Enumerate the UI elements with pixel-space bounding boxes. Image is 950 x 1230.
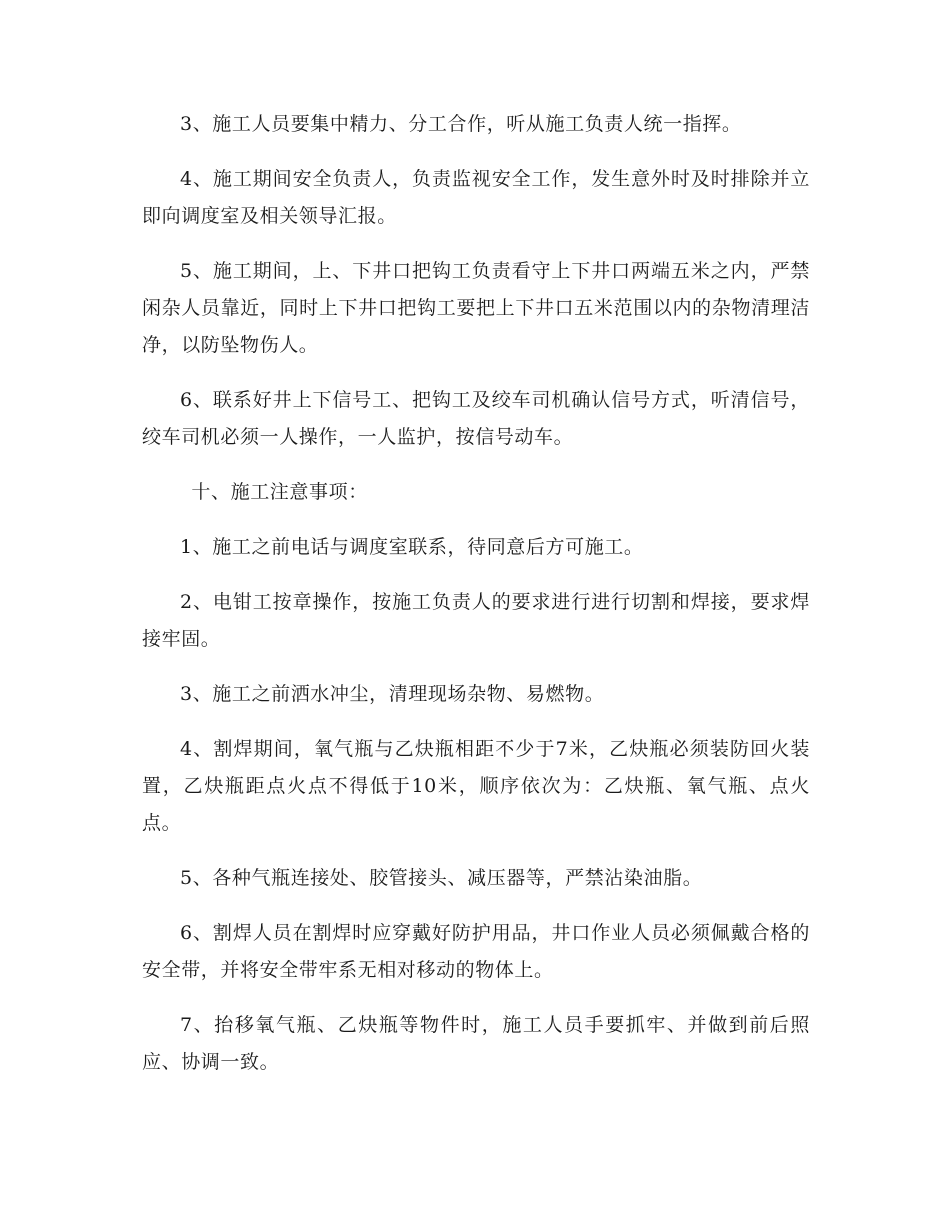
precaution-item-3: 3、施工之前洒水冲尘，清理现场杂物、易燃物。 (180, 683, 605, 705)
paragraph-item-4: 4、施工期间安全负责人，负责监视安全工作，发生意外时及时排除并立即向调度室及相关领导汇报。 (142, 168, 810, 227)
paragraph-item-5: 5、施工期间，上、下井口把钩工负责看守上下井口两端五米之内，严禁闲杂人员靠近，同时上下井口把钩工要把上下井口五米范围以内的杂物清理洁净，以防坠物伤人。 (142, 260, 810, 356)
precaution-item-1: 1、施工之前电话与调度室联系，待同意后方可施工。 (180, 536, 644, 558)
section-heading-10: 十、施工注意事项： (191, 481, 368, 503)
precaution-item-5: 5、各种气瓶连接处、胶管接头、减压器等，严禁沾染油脂。 (180, 867, 703, 889)
paragraph-item-6: 6、联系好井上下信号工、把钩工及绞车司机确认信号方式，听清信号，绞车司机必须一人操作，一人监护，按信号动车。 (142, 389, 810, 448)
precaution-item-2: 2、电钳工按章操作，按施工负责人的要求进行进行切割和焊接，要求焊接牢固。 (142, 591, 810, 650)
precaution-item-4: 4、割焊期间，氧气瓶与乙炔瓶相距不少于7米，乙炔瓶必须装防回火装置，乙炔瓶距点火点不得低于10米，顺序依次为：乙炔瓶、氧气瓶、点火点。 (142, 738, 810, 834)
precaution-item-6: 6、割焊人员在割焊时应穿戴好防护用品，井口作业人员必须佩戴合格的安全带，并将安全带牢系无相对移动的物体上。 (142, 922, 810, 981)
document-body (142, 106, 810, 1099)
paragraph-item-3: 3、施工人员要集中精力、分工合作，听从施工负责人统一指挥。 (180, 113, 742, 135)
precaution-item-7: 7、抬移氧气瓶、乙炔瓶等物件时，施工人员手要抓牢、并做到前后照应、协调一致。 (142, 1014, 810, 1073)
